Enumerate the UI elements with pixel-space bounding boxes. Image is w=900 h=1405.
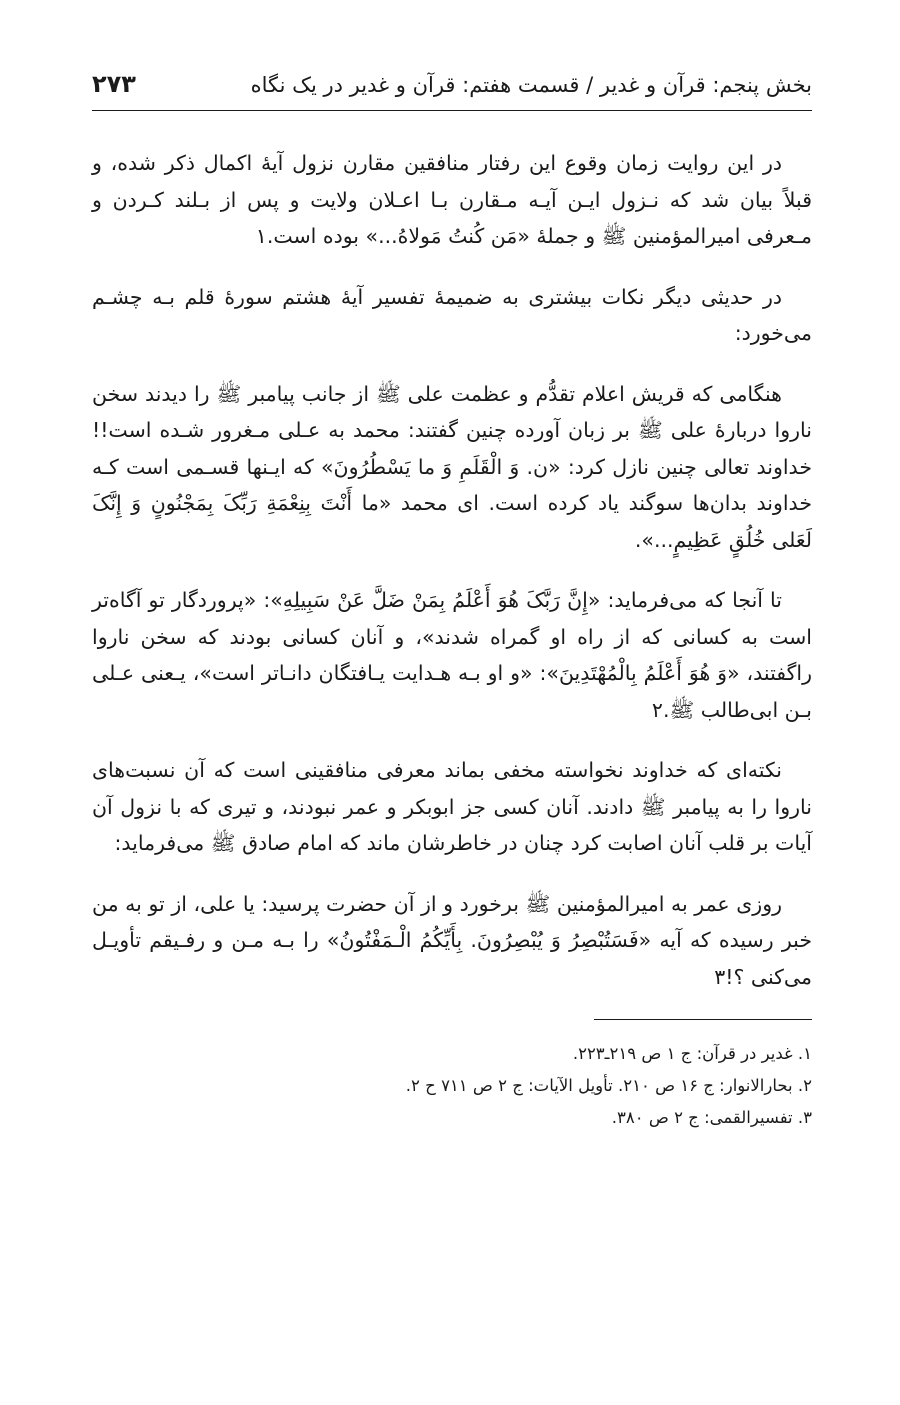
paragraph: تا آنجا که می‌فرماید: «إِنَّ رَبَّکَ هُوَ أَعْلَمُ بِمَنْ ضَلَّ عَنْ سَبِیلِهِ»: «پروردگار تو آگاه‌تر است به کسانی که از راه او گمراه شدند»، و آنان کسانی بودند که سخن ناروا راگفتند، «وَ هُوَ أَعْلَمُ بِالْمُهْتَدِینَ»: «و او بـه هـدایت یـافتگان دانـاتر است»، یـعنی عـلی بـن ابی‌طالب ﷺ.۲ (92, 588, 812, 722)
paragraph: روزی عمر به امیرالمؤمنین ﷺ برخورد و از آن حضرت پرسید: یا علی، از تو به من خبر رسیده که آیه «فَسَتُبْصِرُ وَ یُبْصِرُونَ. بِأَیِّکُمُ الْـمَفْتُونُ» را بـه مـن و رفـیقم تأویـل می‌کنی ؟!۳ (92, 891, 812, 989)
paragraph: در این روایت زمان وقوع این رفتار منافقین مقارن نزول آیۀ اکمال ذکر شده، و قبلاً بیان شد که نـزول ایـن آیـه مـقارن بـا اعـلان ولایت و پس از بـلند کـردن و مـعرفی امیرالمؤمنین ﷺ و جملۀ «مَن کُنتُ مَولاهُ...» بوده است.۱ (92, 151, 812, 248)
paragraph: نکته‌ای که خداوند نخواسته مخفی بماند معرفی منافقینی است که آن نسبت‌های ناروا را به پیامبر ﷺ دادند. آنان کسی جز ابوبکر و عمر نبودند، و تیری که با نزول آن آیات بر قلب آنان اصابت کرد چنان در خاطرشان ماند که امام صادق ﷺ می‌فرماید: (92, 758, 812, 855)
footnote: ۳. تفسیرالقمی: ج ۲ ص ۳۸۰. (611, 1108, 812, 1127)
page-number: ۲۷۳ (92, 70, 136, 98)
footnote-divider (594, 1019, 812, 1020)
paragraph: هنگامی که قریش اعلام تقدُّم و عظمت علی ﷺ از جانب پیامبر ﷺ را دیدند سخن ناروا دربارۀ علی ﷺ بر زبان آورده چنین گفتند: محمد به عـلی مـغرور شـده است!! خداوند تعالی چنین نازل کرد: «ن. وَ الْقَلَمِ وَ ما یَسْطُرُونَ» که ایـنها قسـمی است کـه خداوند بدان‌ها سوگند یاد کرده است. ای محمد «ما أَنْتَ بِنِعْمَةِ رَبِّکَ بِمَجْنُونٍ وَ إِنَّکَ لَعَلی خُلُقٍ عَظِیمٍ...». (92, 381, 812, 552)
footnotes (92, 1038, 812, 1134)
header-title: بخش پنجم: قرآن و غدیر / قسمت هفتم: قرآن و غدیر در یک نگاه (250, 73, 812, 97)
main-text (92, 145, 812, 995)
paragraph: در حدیثی دیگر نکات بیشتری به ضمیمۀ تفسیر آیۀ هشتم سورۀ قلم بـه چشـم می‌خورد: (92, 284, 812, 345)
page (92, 70, 812, 1134)
footnote: ۱. غدیر در قرآن: ج ۱ ص ۲۱۹ـ۲۲۳. (572, 1044, 812, 1063)
footnote: ۲. بحارالانوار: ج ۱۶ ص ۲۱۰. تأویل الآیات: ج ۲ ص ۷۱۱ ح ۲. (405, 1076, 812, 1095)
running-header (92, 70, 812, 111)
